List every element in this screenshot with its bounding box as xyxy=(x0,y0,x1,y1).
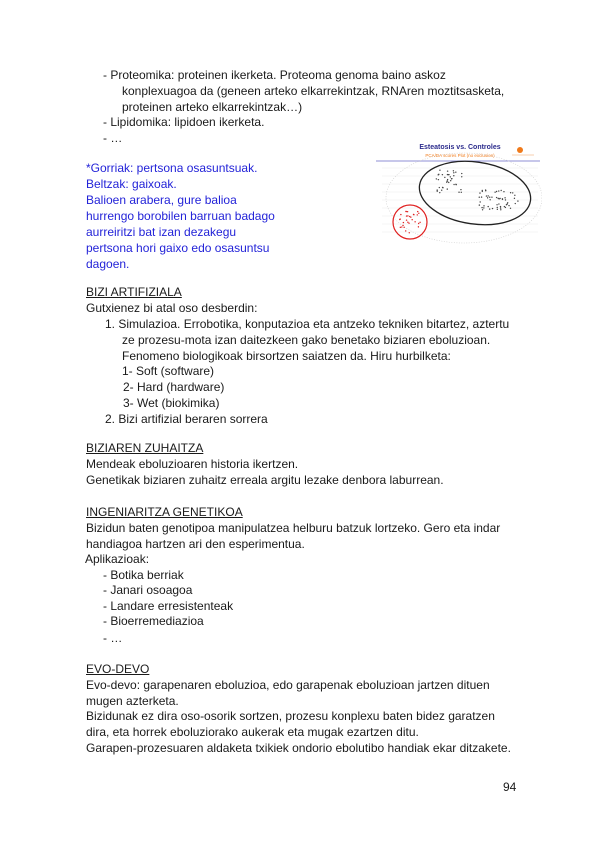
data-point xyxy=(447,179,448,180)
data-point xyxy=(407,222,408,223)
data-point xyxy=(403,222,404,223)
data-point xyxy=(510,192,511,193)
list-item-continuation: konplexuagoa da (geneen arteko elkarrekintzak, RNAren moztitsasketa, xyxy=(122,84,505,98)
data-point xyxy=(500,190,501,191)
data-point xyxy=(441,190,442,191)
data-point xyxy=(487,206,488,207)
data-point xyxy=(447,180,448,181)
paragraph-line: Gutxienez bi atal oso desberdin: xyxy=(86,301,258,315)
data-point xyxy=(497,209,498,210)
data-point xyxy=(507,202,508,203)
data-point xyxy=(409,232,410,233)
data-point xyxy=(514,198,515,199)
data-point xyxy=(407,211,408,212)
data-point xyxy=(439,192,440,193)
note-line: pertsona hori gaixo edo osasuntsu xyxy=(86,241,270,255)
data-point xyxy=(438,174,439,175)
paragraph-line: Bizidun baten genotipoa manipulatzea helburu batzuk lortzeko. Gero eta indar xyxy=(86,521,501,535)
paragraph-line: Garapen-prozesuaren aldaketa txikiek ondorio ebolutibo handiak ekar ditzakete. xyxy=(86,741,511,755)
data-point xyxy=(399,219,400,220)
data-point xyxy=(458,192,459,193)
paragraph-line: Mendeak eboluzioaren historia ikertzen. xyxy=(86,457,299,471)
data-point xyxy=(411,219,412,220)
list-item-continuation: proteinen arteko elkarrekintzak…) xyxy=(122,100,303,114)
list-item-continuation: ze prozesu-mota izan daitezkeen gako benetako biziaren eboluzioan. xyxy=(122,333,491,347)
paragraph-line: Evo-devo: garapenaren eboluzioa, edo garapenak eboluzioan jartzen dituen xyxy=(86,678,490,692)
data-point xyxy=(439,187,440,188)
data-point xyxy=(453,175,454,176)
note-line: Balioen arabera, gure balioa xyxy=(86,193,237,207)
sub-list-item: 1- Soft (software) xyxy=(122,364,215,378)
data-point xyxy=(482,209,483,210)
data-point xyxy=(485,189,486,190)
data-point xyxy=(437,191,438,192)
paragraph-line: dira, eta horrek eboluziorako aukerak eta mugak ezartzen ditu. xyxy=(86,725,419,739)
data-point xyxy=(481,196,482,197)
data-point xyxy=(442,187,443,188)
data-point xyxy=(450,180,451,181)
note-line: Beltzak: gaixoak. xyxy=(86,177,177,191)
data-point xyxy=(496,204,497,205)
section-heading: INGENIARITZA GENETIKOA xyxy=(86,505,243,519)
data-point xyxy=(482,191,483,192)
data-point xyxy=(417,214,418,215)
data-point xyxy=(503,191,504,192)
note-line: dagoen. xyxy=(86,257,130,271)
data-point xyxy=(451,178,452,179)
list-item: - Botika berriak xyxy=(103,568,184,582)
data-point xyxy=(487,197,488,198)
data-point xyxy=(500,206,501,207)
paragraph-line: Aplikazioak: xyxy=(85,552,150,566)
section-heading: EVO-DEVO xyxy=(86,662,150,676)
list-item: - Bioerremediazioa xyxy=(103,614,204,628)
data-point xyxy=(492,208,493,209)
data-point xyxy=(448,182,449,183)
figure-title: Esteatosis vs. Controles xyxy=(419,144,501,151)
paragraph-line: handiagoa hartzen ari den esperimentua. xyxy=(86,537,305,551)
sub-list-item: 2- Hard (hardware) xyxy=(123,380,225,394)
data-point xyxy=(494,191,495,192)
data-point xyxy=(444,177,445,178)
data-point xyxy=(418,226,419,227)
data-point xyxy=(508,205,509,206)
list-item: 1. Simulazioa. Errobotika, konputazioa eta antzeko tekniken bitartez, aztertu xyxy=(105,317,510,331)
data-point xyxy=(488,195,489,196)
note-line: aurreiritzi bat izan dezakegu xyxy=(86,225,237,239)
paragraph-line: Bizidunak ez dira oso-osorik sortzen, prozesu konplexu baten bidez garatzen xyxy=(86,709,495,723)
pca-scores-figure xyxy=(374,138,542,252)
data-point xyxy=(405,230,406,231)
data-point xyxy=(460,189,461,190)
data-point xyxy=(402,225,403,226)
data-point xyxy=(479,192,480,193)
data-point xyxy=(418,213,419,214)
data-point xyxy=(483,205,484,206)
data-point xyxy=(414,221,415,222)
figure-subtitle: PCA/DA scores Plot (no exclusion) xyxy=(425,153,495,158)
data-point xyxy=(517,200,518,201)
data-point xyxy=(514,195,515,196)
list-item: 2. Bizi artifizial beraren sorrera xyxy=(105,412,268,426)
data-point xyxy=(483,207,484,208)
section-heading: BIZI ARTIFIZIALA xyxy=(86,285,182,299)
data-point xyxy=(498,203,499,204)
data-point xyxy=(479,204,480,205)
data-point xyxy=(447,188,448,189)
section-heading: BIZIAREN ZUHAITZA xyxy=(86,441,204,455)
data-point xyxy=(400,214,401,215)
list-item: - Janari osoagoa xyxy=(103,583,193,597)
data-point xyxy=(461,173,462,174)
data-point xyxy=(504,206,505,207)
data-point xyxy=(447,170,448,171)
data-point xyxy=(515,203,516,204)
data-point xyxy=(497,207,498,208)
data-point xyxy=(403,227,404,228)
data-point xyxy=(479,196,480,197)
data-point xyxy=(461,176,462,177)
list-item-continuation: Fenomeno biologikoak birsortzen saiatzen da. Hiru hurbilketa: xyxy=(122,349,451,363)
list-item: - … xyxy=(103,631,123,645)
data-point xyxy=(500,207,501,208)
data-point xyxy=(408,222,409,223)
data-point xyxy=(401,226,402,227)
data-point xyxy=(417,211,418,212)
list-item: - … xyxy=(103,131,123,145)
data-point xyxy=(453,170,454,171)
data-point xyxy=(400,227,401,228)
data-point xyxy=(489,196,490,197)
data-point xyxy=(436,178,437,179)
confidence-ellipse xyxy=(386,153,542,243)
data-point xyxy=(418,223,419,224)
data-point xyxy=(496,197,497,198)
paragraph-line: mugen azterketa. xyxy=(86,694,179,708)
sub-list-item: 3- Wet (biokimika) xyxy=(123,396,220,410)
data-point xyxy=(496,191,497,192)
data-point xyxy=(461,192,462,193)
sick-group-ellipse xyxy=(415,155,535,232)
data-point xyxy=(455,184,456,185)
data-point xyxy=(419,222,420,223)
data-point xyxy=(489,208,490,209)
data-point xyxy=(413,214,414,215)
data-point xyxy=(447,174,448,175)
data-point xyxy=(455,171,456,172)
healthy-group-circle xyxy=(393,205,427,239)
data-point xyxy=(502,199,503,200)
data-point xyxy=(505,199,506,200)
data-point xyxy=(450,176,451,177)
data-point xyxy=(442,174,443,175)
data-point xyxy=(407,215,408,216)
data-point xyxy=(439,170,440,171)
list-item: - Lipidomika: lipidoen ikerketa. xyxy=(103,115,265,129)
data-point xyxy=(500,209,501,210)
data-point xyxy=(498,198,499,199)
data-point xyxy=(491,196,492,197)
list-item: - Proteomika: proteinen ikerketa. Proteoma genoma baino askoz xyxy=(103,68,446,82)
data-point xyxy=(446,182,447,183)
note-line: hurrengo borobilen barruan badago xyxy=(86,209,275,223)
data-point xyxy=(453,172,454,173)
data-point xyxy=(486,195,487,196)
data-point xyxy=(406,219,407,220)
paragraph-line: Genetikak biziaren zuhaitz erreala argitu lezake denbora laburrean. xyxy=(86,473,444,487)
list-item: - Landare erresistenteak xyxy=(103,599,234,613)
data-point xyxy=(489,199,490,200)
data-point xyxy=(406,215,407,216)
data-point xyxy=(438,179,439,180)
data-point xyxy=(453,184,454,185)
data-point xyxy=(479,201,480,202)
data-point xyxy=(512,192,513,193)
page-number: 94 xyxy=(503,780,517,794)
data-point xyxy=(498,190,499,191)
data-point xyxy=(504,197,505,198)
data-point xyxy=(481,207,482,208)
note-line: *Gorriak: pertsona osasuntsuak. xyxy=(86,161,258,175)
logo-icon xyxy=(512,147,534,155)
data-point xyxy=(510,208,511,209)
data-point xyxy=(406,211,407,212)
data-point xyxy=(410,216,411,217)
